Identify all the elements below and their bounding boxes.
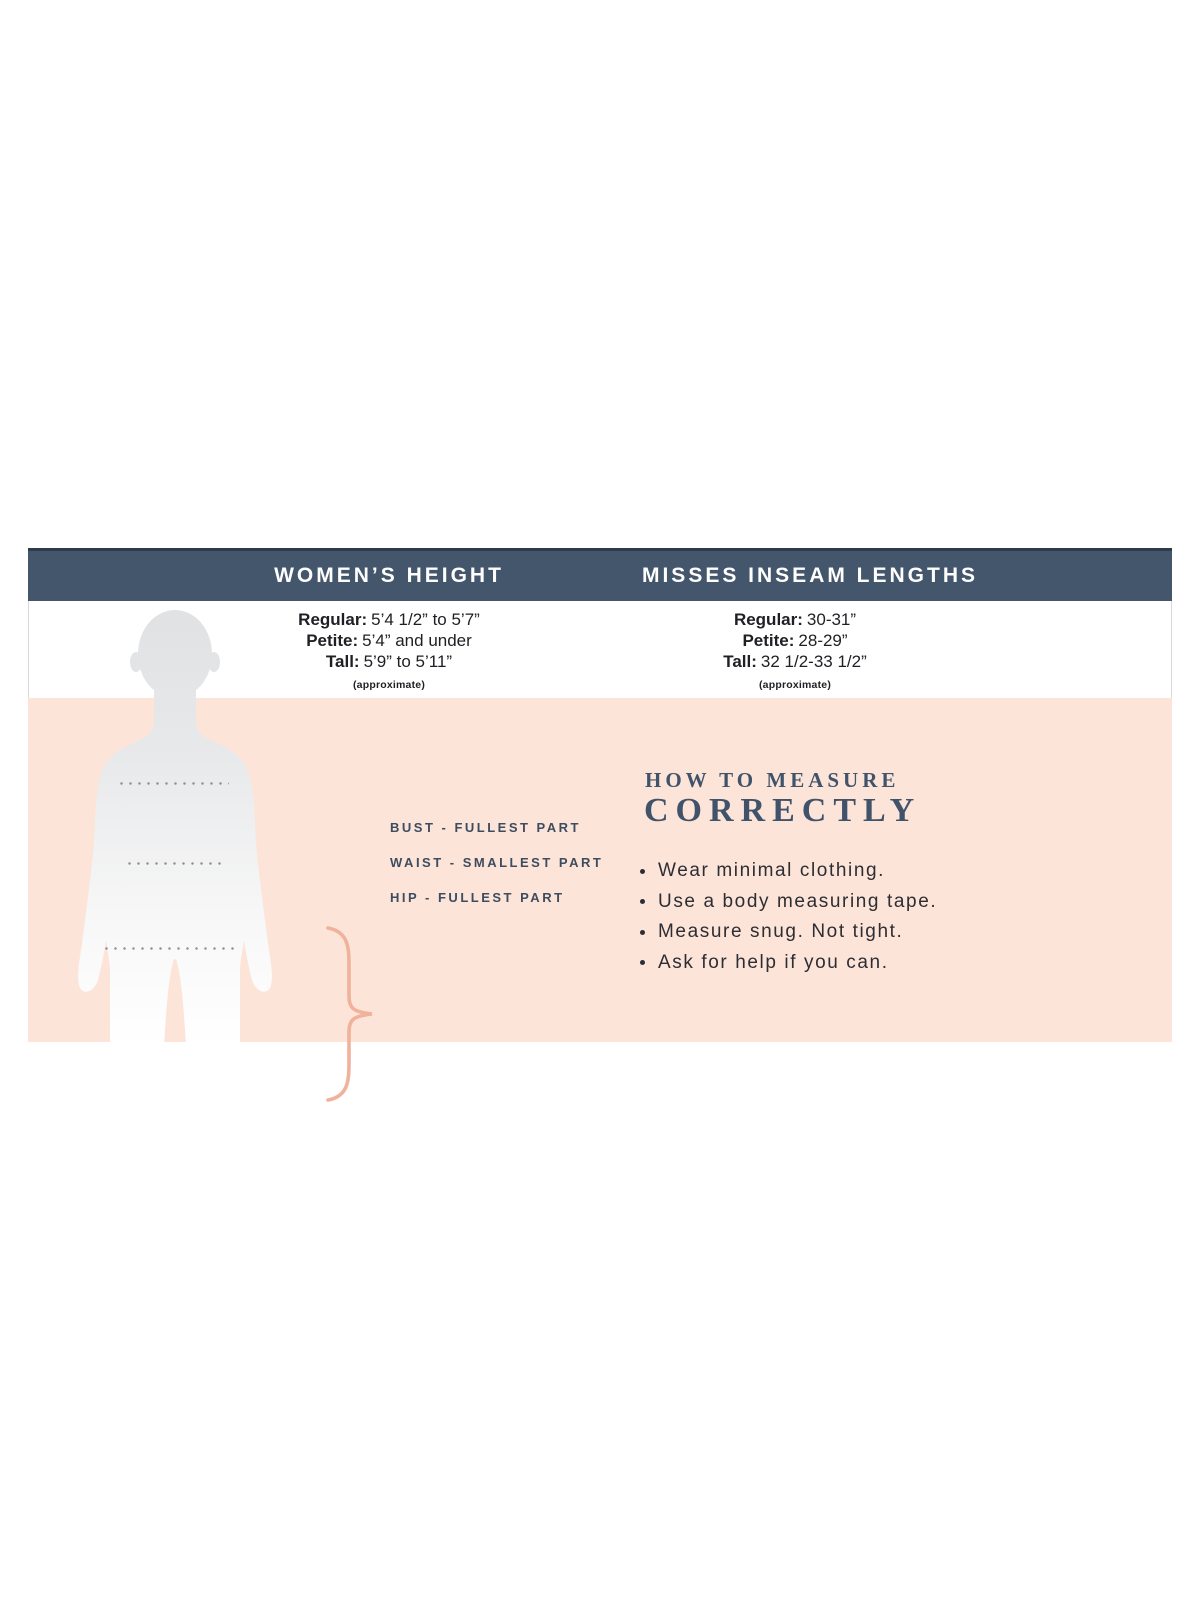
height-tall-value: 5’9” to 5’11” <box>363 652 453 671</box>
inseam-petite-row <box>615 630 975 651</box>
guide-header-bar <box>28 548 1172 601</box>
hip-dotted-line-icon <box>102 947 234 950</box>
bust-measurement-label: BUST - FULLEST PART <box>390 820 581 835</box>
inseam-petite-label: Petite: <box>742 631 795 650</box>
height-regular-value: 5’4 1/2” to 5’7” <box>371 610 480 629</box>
misses-inseam-header: MISSES INSEAM LENGTHS <box>641 564 979 587</box>
inseam-regular-label: Regular: <box>733 610 803 629</box>
inseam-tall-label: Tall: <box>723 652 757 671</box>
inseam-regular-value: 30-31” <box>806 610 857 629</box>
tip-minimal-clothing: Wear minimal clothing. <box>640 856 937 887</box>
tip-measure-snug: Measure snug. Not tight. <box>640 917 937 948</box>
height-approximate-note: (approximate) <box>352 679 426 691</box>
height-regular-label: Regular: <box>298 610 368 629</box>
inseam-tall-value: 32 1/2-33 1/2” <box>760 652 867 671</box>
inseam-approximate-note: (approximate) <box>758 679 832 691</box>
female-body-silhouette-icon <box>60 602 300 1047</box>
inseam-regular-row <box>615 609 975 630</box>
waist-measurement-label: WAIST - SMALLEST PART <box>390 855 604 870</box>
size-guide-infographic <box>28 548 1172 1047</box>
height-petite-value: 5’4” and under <box>362 631 472 650</box>
measuring-tips-list <box>640 856 937 978</box>
curly-brace-icon <box>320 924 378 1104</box>
womens-height-header: WOMEN’S HEIGHT <box>274 564 504 587</box>
bust-dotted-line-icon <box>117 782 229 785</box>
height-tall-label: Tall: <box>325 652 360 671</box>
hip-measurement-label: HIP - FULLEST PART <box>390 890 565 905</box>
inseam-petite-value: 28-29” <box>798 631 848 650</box>
waist-dotted-line-icon <box>125 862 221 865</box>
height-petite-label: Petite: <box>306 631 359 650</box>
inseam-tall-row <box>615 651 975 672</box>
correctly-title: CORRECTLY <box>644 792 922 829</box>
inseam-info-column <box>615 609 975 696</box>
tip-measuring-tape: Use a body measuring tape. <box>640 887 937 918</box>
tip-ask-for-help: Ask for help if you can. <box>640 948 937 979</box>
how-to-measure-title: HOW TO MEASURE <box>645 768 900 792</box>
